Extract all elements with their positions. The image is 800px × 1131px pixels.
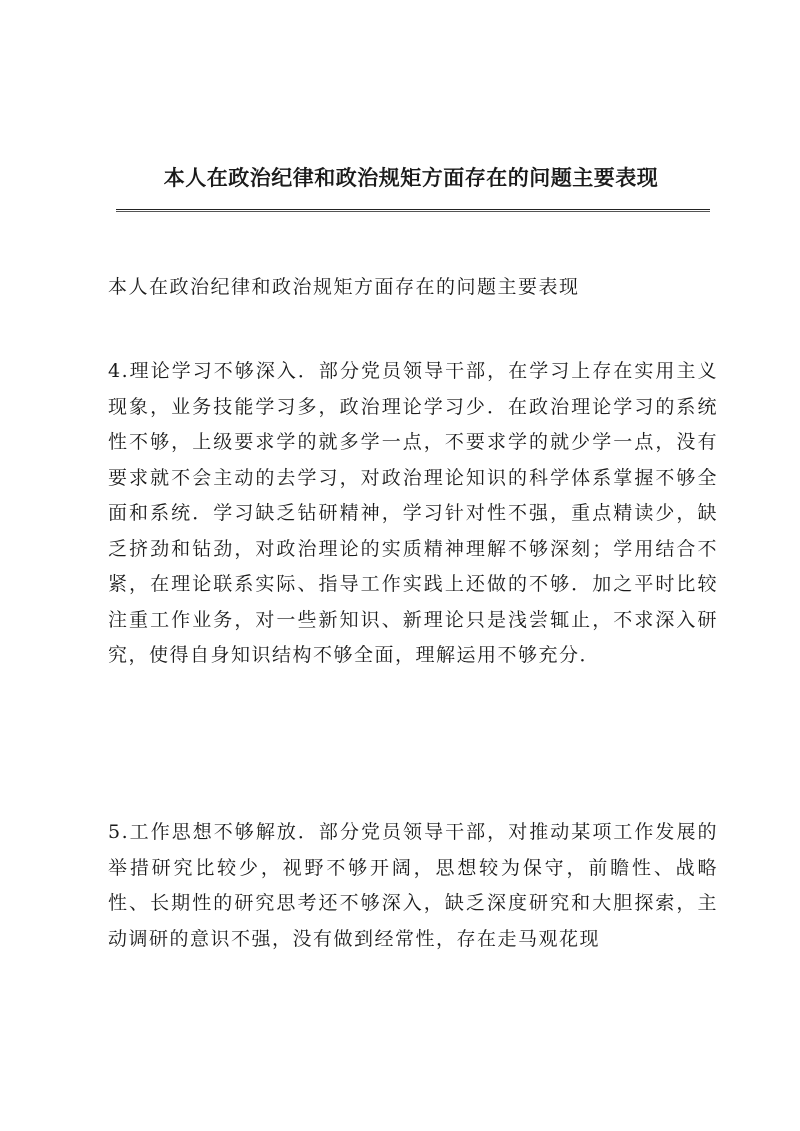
document-title: 本人在政治纪律和政治规矩方面存在的问题主要表现 [163, 165, 659, 190]
paragraph-5: 5.工作思想不够解放．部分党员领导干部，对推动某项工作发展的举措研究比较少，视野不够开阔，思想较为保守，前瞻性、战略性、长期性的研究思考还不够深入，缺乏深度研究和大胆探索，主动调研的意识不强，没有做到经常性，存在走马观花现 [108, 821, 718, 950]
title-divider [116, 209, 710, 212]
document-subtitle: 本人在政治纪律和政治规矩方面存在的问题主要表现 [108, 276, 580, 298]
paragraph-4: 4.理论学习不够深入．部分党员领导干部，在学习上存在实用主义现象，业务技能学习多，政治理论学习少．在政治理论学习的系统性不够，上级要求学的就多学一点，不要求学的就少学一点，没有要求就不会主动的去学习，对政治理论知识的科学体系掌握不够全面和系统．学习缺乏钻研精神，学习针对性不强，重点精读少，缺乏挤劲和钻劲，对政治理论的实质精神理解不够深刻；学用结合不紧，在理论联系实际、指导工作实践上还做的不够．加之平时比较注重工作业务，对一些新知识、新理论只是浅尝辄止，不求深入研究，使得自身知识结构不够全面，理解运用不够充分． [108, 360, 718, 666]
